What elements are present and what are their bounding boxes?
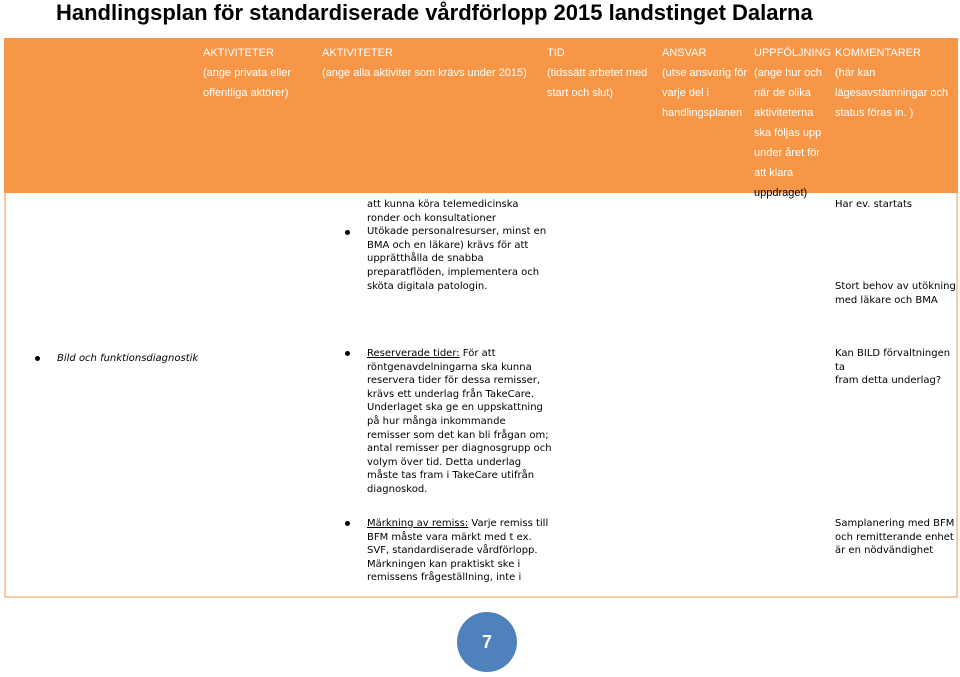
row1-comment-staffing: Stort behov av utökning med läkare och BMA [835, 281, 956, 306]
header-col-followup: UPPFÖLJNING (ange hur och när de olika aktiviteterna ska följas upp under året för att klara uppdraget) [754, 47, 832, 199]
row1-activity-text: att kunna köra telemedicinska ronder och konsultationer Utökade personalresurser, minst en BMA och en läkare) krävs för att upprätthålla de snabba preparatflöden, implementera och sköta digitala patologin. [367, 199, 547, 292]
page-title: Handlingsplan för standardiserade vårdförlopp 2015 landstinget Dalarna [56, 0, 813, 25]
row2-item2-bullet [345, 521, 350, 526]
row2-item2-text: Märkning av remiss: Varje remiss till BFM måste vara märkt med t ex. SVF, standardiserade vårdförlopp. Märkningen kan praktiskt ske i remissens frågeställning, inte i [367, 518, 549, 584]
row2-actor: Bild och funktionsdiagnostik [57, 353, 199, 364]
row2-item1-heading: Reserverade tider: [367, 348, 460, 359]
row1-comment-status: Har ev. startats [835, 199, 913, 210]
page-number-badge: 7 [457, 612, 517, 672]
header-col-activities: AKTIVITETER (ange alla aktiviter som krävs under 2015) [322, 47, 527, 79]
row2-item1-text: Reserverade tider: För att röntgenavdelningarna ska kunna reservera tider för dessa remisser, krävs ett underlag från TakeCare. Underlaget ska ge en uppskattning på hur många inkommande remisser som det kan bli frågan om; antal remisser per diagnosgrupp och volym över tid. Detta underlag måste tas fram i TakeCare utifrån diagnoskod. [367, 348, 552, 495]
header-col-actors: AKTIVITETER (ange privata eller offentliga aktörer) [203, 47, 292, 99]
row2-item1-comment: Kan BILD förvaltningen ta fram detta underlag? [835, 348, 951, 387]
header-col-responsible: ANSVAR (utse ansvarig för varje del i handlingsplanen [662, 47, 747, 119]
row2-item2-heading: Märkning av remiss: [367, 518, 469, 529]
row2-actor-bullet [35, 356, 40, 361]
header-col-time: TID (tidssätt arbetet med start och slut) [547, 47, 648, 99]
row2-item1-bullet [345, 351, 350, 356]
header-col-comments: KOMMENTARER (här kan lägesavstämningar och status föras in. ) [835, 47, 949, 119]
row2-item2-comment: Samplanering med BFM och remitterande enhet är en nödvändighet [835, 518, 955, 557]
row1-bullet [345, 230, 350, 235]
